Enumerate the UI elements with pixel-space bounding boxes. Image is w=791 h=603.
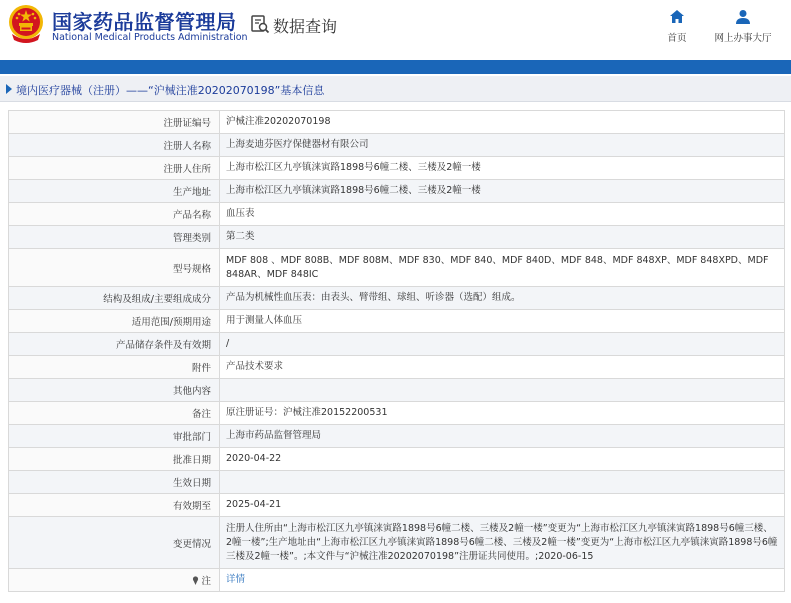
field-label: 其他内容 — [9, 379, 220, 402]
field-value — [220, 471, 785, 494]
table-row — [9, 517, 785, 569]
table-row — [9, 379, 785, 402]
nav-online-hall-link[interactable] — [710, 8, 776, 44]
field-label: 管理类别 — [9, 226, 220, 249]
data-query-icon — [250, 14, 270, 34]
field-label: 适用范围/预期用途 — [9, 310, 220, 333]
table-row — [9, 226, 785, 249]
field-value — [220, 379, 785, 402]
field-label: 产品名称 — [9, 203, 220, 226]
field-label: 附件 — [9, 356, 220, 379]
field-value: 上海市松江区九亭镇涞寅路1898号6幢二楼、三楼及2幢一楼 — [220, 157, 785, 180]
field-value: 2025-04-21 — [220, 494, 785, 517]
nav-online-hall-label: 网上办事大厅 — [714, 33, 772, 44]
field-label: 变更情况 — [9, 517, 220, 569]
page-title-bar — [0, 76, 791, 102]
field-value: 产品为机械性血压表：由表头、臂带组、球组、听诊器（选配）组成。 — [220, 287, 785, 310]
title-arrow-icon — [6, 84, 12, 94]
table-row — [9, 569, 785, 592]
data-query-title: 数据查询 — [273, 17, 338, 36]
field-label: 生效日期 — [9, 471, 220, 494]
field-value — [220, 569, 785, 592]
national-emblem-icon — [8, 4, 44, 44]
field-label: 生产地址 — [9, 180, 220, 203]
page-title: 境内医疗器械（注册）——“沪械注准20202070198”基本信息 — [16, 84, 325, 97]
field-value: 第二类 — [220, 226, 785, 249]
table-row — [9, 111, 785, 134]
field-value: 产品技术要求 — [220, 356, 785, 379]
table-row — [9, 180, 785, 203]
field-label: 注册证编号 — [9, 111, 220, 134]
field-value: 上海麦迪芬医疗保健器材有限公司 — [220, 134, 785, 157]
table-row — [9, 402, 785, 425]
table-row — [9, 448, 785, 471]
nav-home-link[interactable] — [660, 8, 694, 44]
field-label-note — [9, 569, 220, 592]
field-value: MDF 808 、MDF 808B、MDF 808M、MDF 830、MDF 840、MDF 840D、MDF 848、MDF 848XP、MDF 848XPD、MDF 848AR、MDF 848IC — [220, 249, 785, 287]
field-value: 原注册证号：沪械注准20152200531 — [220, 402, 785, 425]
home-icon — [668, 8, 686, 26]
pin-icon — [192, 576, 199, 585]
field-label: 结构及组成/主要组成成分 — [9, 287, 220, 310]
brand-name-en: National Medical Products Administration — [52, 32, 248, 43]
field-value: 上海市松江区九亭镇涞寅路1898号6幢二楼、三楼及2幢一楼 — [220, 180, 785, 203]
site-header — [0, 0, 791, 58]
table-row — [9, 249, 785, 287]
field-label: 备注 — [9, 402, 220, 425]
table-row — [9, 134, 785, 157]
field-label: 批准日期 — [9, 448, 220, 471]
field-label: 注册人名称 — [9, 134, 220, 157]
table-row — [9, 333, 785, 356]
table-row — [9, 356, 785, 379]
device-info-table — [8, 110, 785, 592]
field-label: 注 — [201, 576, 211, 587]
field-label: 型号规格 — [9, 249, 220, 287]
field-value: 注册人住所由“上海市松江区九亭镇涞寅路1898号6幢二楼、三楼及2幢一楼”变更为“上海市松江区九亭镇涞寅路1898号6幢三楼、2幢一楼”;生产地址由“上海市松江区九亭镇涞寅路1898号6幢二楼、三楼及2幢一楼”变更为“上海市松江区九亭镇涞寅路1898号6幢三楼及2幢一楼”。;本文件与“沪械注准20202070198”注册证共同使用。;2020-06-15 — [220, 517, 785, 569]
field-label: 注册人住所 — [9, 157, 220, 180]
field-value: 血压表 — [220, 203, 785, 226]
field-value: 沪械注准20202070198 — [220, 111, 785, 134]
field-label: 有效期至 — [9, 494, 220, 517]
field-value: / — [220, 333, 785, 356]
table-row — [9, 287, 785, 310]
details-link[interactable]: 详情 — [226, 574, 246, 585]
table-row — [9, 203, 785, 226]
field-label: 审批部门 — [9, 425, 220, 448]
user-icon — [734, 8, 752, 26]
field-label: 产品储存条件及有效期 — [9, 333, 220, 356]
header-band — [0, 60, 791, 74]
field-value: 上海市药品监督管理局 — [220, 425, 785, 448]
field-value: 2020-04-22 — [220, 448, 785, 471]
table-row — [9, 310, 785, 333]
nav-home-label: 首页 — [667, 33, 687, 44]
brand-name-cn: 国家药品监督管理局 — [52, 10, 237, 34]
table-row — [9, 157, 785, 180]
field-value: 用于测量人体血压 — [220, 310, 785, 333]
table-row — [9, 494, 785, 517]
table-row — [9, 471, 785, 494]
table-row — [9, 425, 785, 448]
